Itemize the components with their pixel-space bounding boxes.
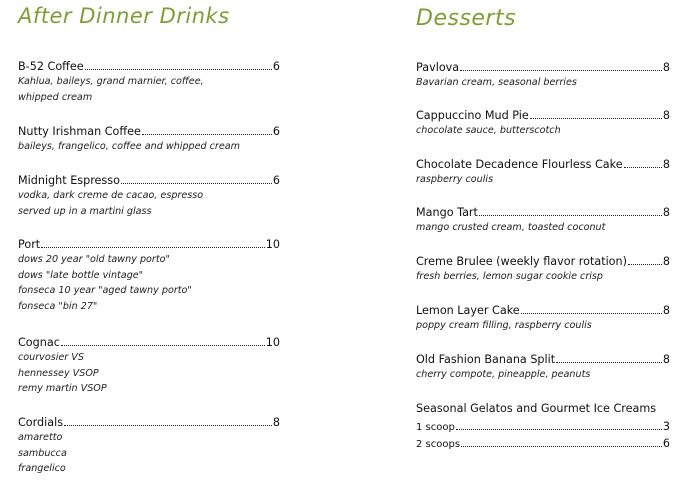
item-price: 8 [662, 158, 670, 171]
dot-leader [530, 109, 662, 119]
item-price: 8 [662, 353, 670, 366]
item-name: Nutty Irishman Coffee [18, 125, 141, 138]
item-name: Lemon Layer Cake [416, 304, 520, 317]
menu-item-chocolate-decadence [416, 158, 670, 188]
item-name: Pavlova [416, 61, 460, 74]
item-name: Seasonal Gelatos and Gourmet Ice Creams [416, 402, 657, 415]
item-name: Cognac [18, 336, 60, 349]
item-description: cherry compote, pineapple, peanuts [416, 369, 591, 380]
dot-leader [461, 437, 662, 447]
item-description: Bavarian cream, seasonal berries [416, 77, 577, 88]
item-description: fonseca "bin 27" [18, 300, 98, 312]
item-description: courvosier VS [18, 352, 84, 363]
item-price: 3 [662, 420, 670, 433]
item-price: 8 [662, 255, 670, 268]
dot-leader [61, 336, 265, 346]
item-name: 2 scoops [416, 439, 461, 450]
item-description: amaretto [18, 432, 63, 443]
item-name: Old Fashion Banana Split [416, 353, 556, 366]
item-price: 8 [662, 206, 670, 219]
item-description: chocolate sauce, butterscotch [416, 125, 561, 136]
dot-leader [142, 125, 272, 135]
item-description: sambucca [18, 447, 67, 459]
dot-leader [460, 61, 662, 71]
item-price: 10 [265, 336, 280, 349]
item-description: frangelico [18, 463, 66, 474]
item-price: 6 [272, 60, 280, 73]
desserts-title: Desserts [416, 6, 517, 31]
menu-item-b52-coffee [18, 60, 280, 105]
item-description: fonseca 10 year "aged tawny porto" [18, 285, 192, 296]
dot-leader [456, 420, 662, 430]
menu-item-two-scoops [416, 437, 670, 452]
item-name: Cappuccino Mud Pie [416, 109, 529, 122]
item-name: Chocolate Decadence Flourless Cake [416, 158, 623, 171]
item-name: Midnight Espresso [18, 174, 120, 187]
item-price: 8 [272, 416, 280, 429]
menu-item-nutty-irishman [18, 125, 280, 155]
item-description: Kahlua, baileys, grand marnier, coffee, [18, 76, 204, 87]
dot-leader [64, 416, 272, 426]
menu-item-one-scoop [416, 420, 670, 435]
menu-item-pavlova [416, 61, 670, 91]
item-price: 10 [265, 238, 280, 251]
menu-item-cognac [18, 336, 280, 397]
after-dinner-drinks-title: After Dinner Drinks [18, 4, 230, 28]
item-price: 6 [662, 437, 670, 450]
dot-leader [521, 304, 662, 314]
menu-item-mango-tart [416, 206, 670, 236]
menu-item-banana-split [416, 353, 670, 383]
item-price: 8 [662, 109, 670, 122]
menu-item-cordials [18, 416, 280, 477]
item-name: Cordials [18, 416, 64, 429]
item-description: remy martin VSOP [18, 383, 107, 394]
item-name: 1 scoop [416, 422, 455, 433]
dot-leader [628, 255, 662, 265]
dot-leader [41, 238, 265, 248]
item-price: 6 [272, 174, 280, 187]
item-description: raspberry coulis [416, 174, 494, 185]
item-name: Mango Tart [416, 206, 478, 219]
menu-item-cappuccino-mud-pie [416, 109, 670, 139]
item-description: dows "late bottle vintage" [18, 269, 144, 281]
dot-leader [121, 174, 272, 184]
item-name: B-52 Coffee [18, 60, 84, 73]
item-description: hennessey VSOP [18, 367, 99, 379]
menu-item-lemon-layer-cake [416, 304, 670, 334]
item-price: 6 [272, 125, 280, 138]
item-description: mango crusted cream, toasted coconut [416, 222, 606, 233]
menu-item-gelatos-heading [416, 402, 670, 416]
dot-leader [556, 353, 662, 363]
menu-item-creme-brulee [416, 255, 670, 285]
item-description: vodka, dark creme de cacao, espresso [18, 190, 204, 201]
item-name: Creme Brulee (weekly flavor rotation) [416, 255, 627, 268]
dot-leader [85, 60, 272, 70]
item-price: 8 [662, 304, 670, 317]
dot-leader [624, 158, 662, 168]
item-description: served up in a martini glass [18, 205, 152, 217]
item-price: 8 [662, 61, 670, 74]
dot-leader [479, 206, 662, 216]
item-description: poppy cream filling, raspberry coulis [416, 320, 592, 331]
item-description: fresh berries, lemon sugar cookie crisp [416, 271, 604, 282]
item-description: whipped cream [18, 91, 93, 103]
menu-item-midnight-espresso [18, 174, 280, 219]
menu-item-port [18, 238, 280, 314]
item-name: Port [18, 238, 41, 251]
item-description: dows 20 year "old tawny porto" [18, 254, 170, 265]
item-description: baileys, frangelico, coffee and whipped cream [18, 141, 241, 152]
